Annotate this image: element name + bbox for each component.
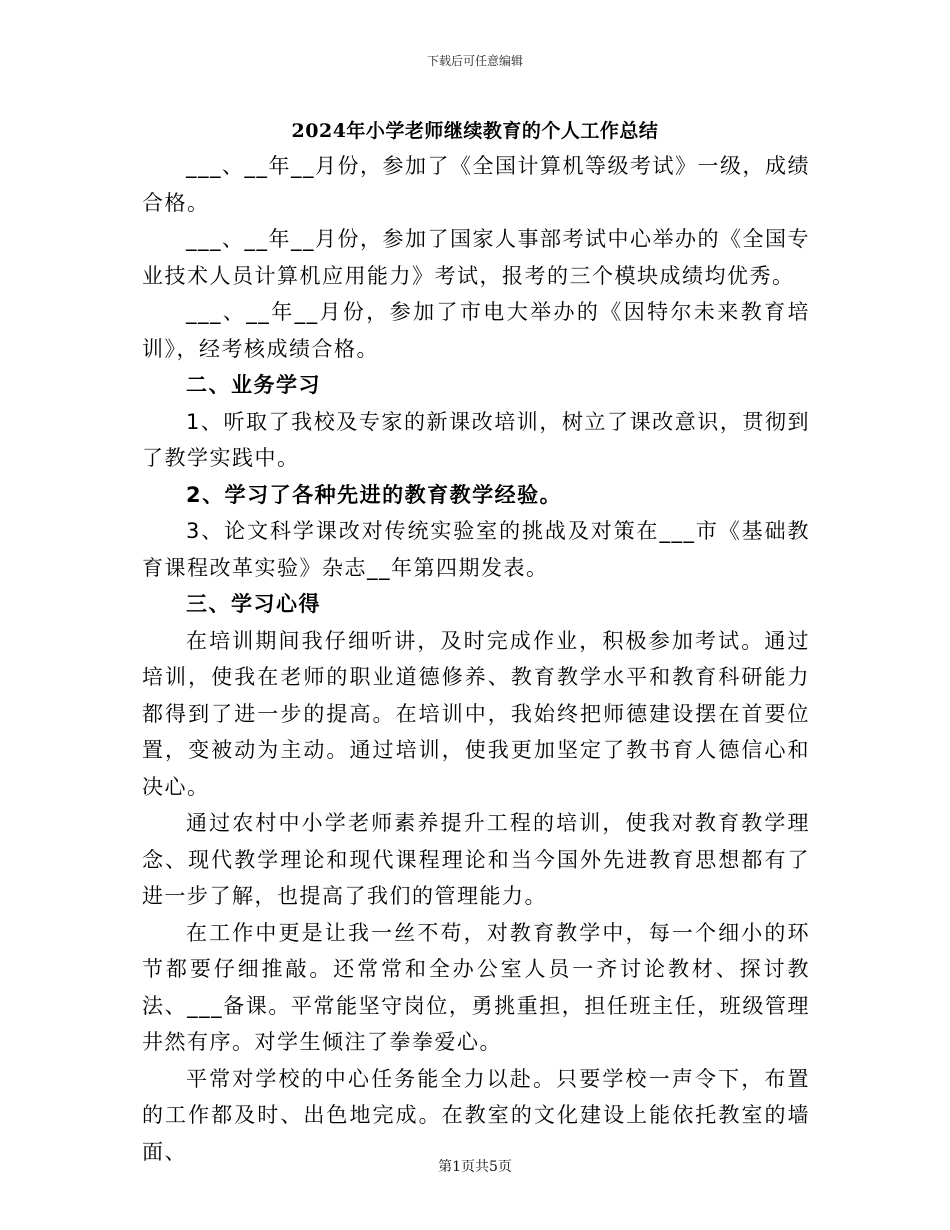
document-body (142, 148, 810, 1170)
paragraph-computer-exam: ___、__年__月份，参加了《全国计算机等级考试》一级，成绩合格。 (142, 154, 810, 215)
section-heading-business-study: 二、业务学习 (186, 373, 321, 397)
page-footer: 第1页共5页 (438, 1159, 512, 1175)
paragraph-curriculum-training: 1、听取了我校及专家的新课改培训，树立了课改意识，贯彻到了教学实践中。 (142, 409, 810, 470)
paragraph-training-period: 在培训期间我仔细听讲，及时完成作业，积极参加考试。通过培训，使我在老师的职业道德修养、教育教学水平和教育科研能力都得到了进一步的提高。在培训中，我始终把师德建设摆在首要位置，变被动为主动。通过培训，使我更加坚定了教书育人德信心和决心。 (142, 628, 810, 799)
paragraph-rural-teacher-training: 通过农村中小学老师素养提升工程的培训，使我对教育教学理念、现代教学理论和现代课程理论和当今国外先进教育思想都有了进一步了解，也提高了我们的管理能力。 (142, 811, 810, 908)
paragraph-application-exam: ___、__年__月份，参加了国家人事部考试中心举办的《全国专业技术人员计算机应用能力》考试，报考的三个模块成绩均优秀。 (142, 227, 810, 288)
header-note: 下载后可任意编辑 (426, 54, 523, 68)
paragraph-work-attitude: 在工作中更是让我一丝不苟，对教育教学中，每一个细小的环节都要仔细推敲。还常常和全办公室人员一齐讨论教材、探讨教法、___备课。平常能坚守岗位，勇挑重担，担任班主任，班级管理井然有序。对学生倾注了拳拳爱心。 (142, 920, 810, 1054)
paragraph-paper-publication: 3、论文科学课改对传统实验室的挑战及对策在___市《基础教育课程改革实验》杂志__年第四期发表。 (142, 519, 810, 580)
paragraph-intel-training: ___、__年__月份，参加了市电大举办的《因特尔未来教育培训》，经考核成绩合格。 (142, 300, 810, 361)
section-heading-learning-insights: 三、学习心得 (186, 592, 321, 616)
subheading-teaching-experience: 2、学习了各种先进的教育教学经验。 (186, 482, 563, 507)
document-title: 2024年小学老师继续教育的个人工作总结 (291, 120, 659, 142)
paragraph-school-tasks: 平常对学校的中心任务能全力以赴。只要学校一声令下，布置的工作都及时、出色地完成。在教室的文化建设上能依托教室的墙面、 (142, 1066, 810, 1164)
